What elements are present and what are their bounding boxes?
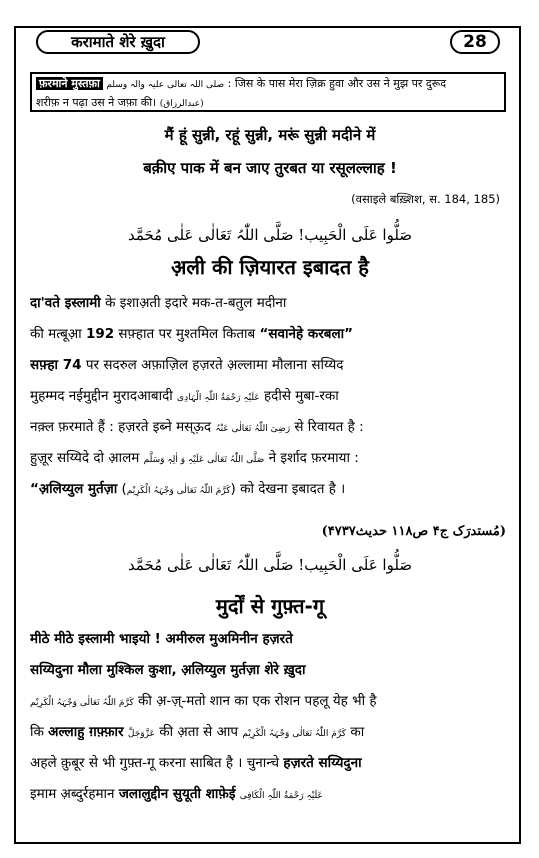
arabic-honorific: کَرَّمَ اللّٰہُ تَعَالٰی وَجْہَہُ الْکَرِیْم [242, 729, 347, 739]
line-text: हदीसे मुबा-रका [259, 388, 339, 404]
hadith-text-1: : जिस के पास मेरा ज़िक्र हुवा और उस ने मुझ पर दुरूद [227, 77, 447, 90]
line-text: अहले क़ुबूर से भी गुफ़्त-गू करना साबित है । चुनान्चे [30, 755, 284, 771]
section-1-heading: अ़ली की ज़ियारत इबादत है [171, 255, 369, 279]
line-text: जलालुद्दीन सुयूती शाफ़ेई [118, 786, 236, 802]
hadith-text-2: शरीफ़ न पढ़ा उस ने जफ़ा की। [36, 96, 157, 109]
section2-line [30, 722, 514, 740]
line-text: ( [117, 481, 127, 497]
arabic-honorific: کَرَّمَ اللّٰہُ تَعَالٰی وَجْہَہُ الْکَرِیْم [126, 486, 231, 496]
line-text: के इशाअ़ती इदारे मक-त-बतुल मदीना [100, 295, 287, 311]
hadith-line-1 [36, 75, 500, 94]
line-text: नक़्ल फ़रमाते हैं : हज़रते इब्ने मस्ऊ़द [30, 419, 216, 435]
poem-line-2: बक़ीए पाक में बन जाए तुरबत या रसूलल्लाह ! [143, 159, 397, 177]
arabic-honorific: صَلَّی اللّٰہُ تَعَالٰی عَلَیْہِ وَ اٰلِہٖ وَسَلَّم [143, 455, 265, 465]
hadith-box [30, 72, 506, 112]
line-text: हुज़ूर सय्यिदे दो आ़लम [30, 450, 144, 466]
line-text: इमाम अ़ब्दुर्रहमान [30, 786, 119, 802]
line-text: सफ़्हात पर मुश्तमिल किताब [114, 326, 260, 342]
section1-line [30, 448, 514, 466]
salutation-text: صلی اللہ تعالی علیہ والہ وسلم [106, 80, 225, 90]
line-text: 192 [85, 326, 115, 342]
section1-line [30, 386, 514, 404]
line-text: की मत्बूआ़ [30, 326, 86, 342]
durood-line-1: صَلُّوا عَلَی الْحَبِیب! صَلَّی اللّٰہُ تَعَالٰی عَلٰی مُحَمَّد [127, 226, 413, 244]
poem-line-1: मैं हूं सुन्नी, रहूं सुन्नी, मरूं सुन्नी मदीने में [164, 126, 376, 144]
line-text: अल्लाहु ग़फ़्फ़ार [48, 724, 124, 740]
line-text: से रिवायत है : [290, 419, 364, 435]
durood-line-2: صَلُّوا عَلَی الْحَبِیب! صَلَّی اللّٰہُ تَعَالٰی عَلٰی مُحَمَّد [127, 556, 413, 574]
line-text: की अ़-ज़्-मतो शान का एक रोशन पहलू येह भी है [133, 693, 377, 709]
arabic-honorific: کَرَّمَ اللّٰہُ تَعَالٰی وَجْہَہُ الْکَرِیْم [30, 698, 134, 708]
page-number-badge: 28 [450, 30, 500, 54]
line-text: हज़रते सय्यिदुना [283, 755, 362, 771]
line-text: का [346, 724, 365, 740]
book-title-badge: करामाते शेरे ख़ुदा [36, 30, 200, 54]
hadith-label: फ़रमाने मुस्तफ़ा [36, 77, 103, 90]
section1-line [30, 479, 514, 497]
arabic-honorific: رَضِیَ اللّٰہُ تَعَالٰی عَنْہُ [215, 424, 291, 434]
section2-line [30, 784, 514, 802]
section2-line [30, 629, 514, 647]
line-text: सय्यिदुना मौला मुश्किल कुशा, अ़लिय्युल मुर्तज़ा शेरे ख़ुदा [30, 662, 306, 678]
section-2-heading: मुर्दों से गुफ़्त-गू [215, 594, 325, 618]
section1-line [30, 293, 514, 311]
arabic-honorific: عَلَیْہِ رَحْمَةُ اللّٰہِ الْہَادِی [177, 393, 260, 403]
line-text: ने इर्शाद फ़रमाया : [264, 450, 359, 466]
line-text: “सवानेहे करबला” [259, 326, 353, 342]
line-text: मीठे मीठे इस्लामी भाइयो ! अमीरुल मुअमिनीन हज़रते [30, 631, 293, 647]
line-text: सफ़्हा 74 [30, 357, 82, 373]
section1-line [30, 355, 514, 373]
line-text: ) को देखना इबादत है । [230, 481, 346, 497]
poem-source: (वसाइले बख़्शिश, स. 184, 185) [351, 192, 500, 206]
line-text: पर सदरुल अफ़ाज़िल हज़रते अ़ल्लामा मौलाना सय्यिद [81, 357, 344, 373]
hadith-reference: (مُستدرَک ج۴ ص۱۱۸ حدیث۴۷۳۷) [321, 524, 506, 539]
line-text: दा'वते इस्लामी [30, 295, 101, 311]
section1-line [30, 417, 514, 435]
section2-line [30, 753, 514, 771]
arabic-honorific: عَلَیْہِ رَحْمَةُ اللّٰہِ الْکَافِی [239, 791, 323, 801]
line-text: कि [30, 724, 49, 740]
section1-line [30, 324, 514, 342]
section2-line [30, 660, 514, 678]
line-text: “अ़लिय्युल मुर्तज़ा [30, 481, 118, 497]
section2-line [30, 691, 514, 709]
arabic-honorific: عَزَّوَجَلَّ [127, 729, 155, 739]
hadith-source: (عبدالرزاق) [159, 99, 204, 109]
hadith-line-2 [36, 94, 500, 112]
line-text: की अ़ता से आप [154, 724, 243, 740]
line-text: मुहम्मद नईमुद्दीन मुरादआबादी [30, 388, 178, 404]
